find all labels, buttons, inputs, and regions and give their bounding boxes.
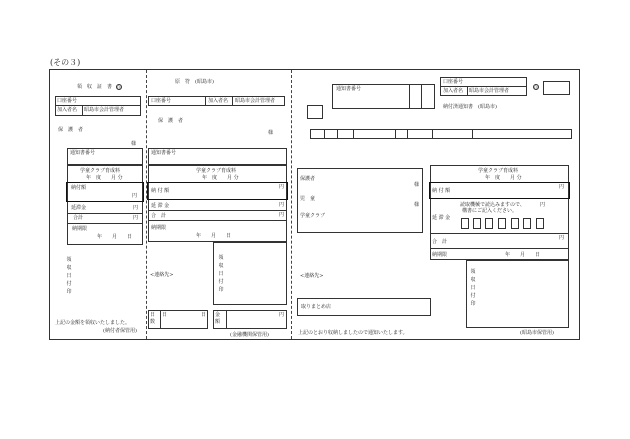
slip-guardian-label: 保 護 者: [158, 118, 184, 124]
notice-fee-title: 学童クラブ育成料: [478, 168, 519, 174]
digit-box[interactable]: [461, 218, 469, 229]
notice-club-label: 学童クラブ: [300, 213, 326, 219]
receipt-arrears-label: 延滞金: [71, 205, 87, 211]
slip-year-month: 年 度 月 分: [202, 175, 239, 181]
divider: [160, 310, 161, 329]
divider: [421, 84, 422, 109]
notice-ocr-note-2: 構書にご記入ください。: [462, 208, 518, 214]
receipt-footer: 上記の金額を領収いたしました。: [55, 320, 131, 326]
receipt-payee-value: 昭島市会計管理者: [84, 107, 125, 113]
slip-amount2-label-2: 額: [215, 319, 221, 325]
notice-keeper: (昭島市保管用): [520, 330, 554, 336]
notice-deadline-label: 納期限: [432, 252, 448, 258]
notice-guardian-box: [297, 168, 423, 233]
page-title: (その３): [50, 58, 81, 67]
divider: [467, 86, 468, 96]
slip-amount2-yen: 円: [279, 312, 285, 318]
notice-guardian-label: 保護者: [300, 176, 316, 182]
slip-notice-no-label: 通知書番号: [151, 150, 177, 156]
notice-year-month: 年 度 月 分: [485, 175, 522, 181]
notice-total-label: 合 計: [432, 239, 448, 245]
notice-arrears-label: 延 滞 金: [432, 215, 451, 221]
divider: [407, 129, 408, 139]
receipt-keeper: (納付者保管用): [103, 328, 137, 334]
slip-amount-yen: 円: [279, 184, 285, 190]
receipt-arrears-yen: 円: [133, 205, 139, 211]
digit-box[interactable]: [485, 218, 493, 229]
divider: [82, 105, 83, 116]
cut-line-2: [291, 70, 292, 339]
ocr-strip: [310, 129, 572, 139]
divider: [67, 213, 143, 214]
receipt-account-label: 口座番号: [57, 98, 78, 104]
divider: [409, 84, 410, 109]
slip-payee-value: 昭島市会計管理者: [235, 98, 276, 104]
divider: [148, 220, 287, 221]
divider: [472, 129, 473, 139]
divider: [430, 233, 569, 234]
slip-payee-label: 加入者名: [208, 98, 229, 104]
slip-days-label-2: 数: [150, 319, 156, 325]
slip-deadline-label: 納期限: [151, 225, 167, 231]
receipt-year-month: 年 度 月 分: [86, 175, 123, 181]
slip-arrears-yen: 円: [279, 202, 285, 208]
divider: [67, 223, 143, 224]
notice-payee-value: 昭島市会計管理者: [469, 88, 510, 94]
slip-stamp-box: [213, 242, 287, 305]
notice-footer: 上記のとおり収納しましたので通知いたします。: [298, 330, 408, 336]
divider: [395, 129, 396, 139]
cut-line-1: [146, 70, 147, 339]
digit-box[interactable]: [523, 218, 531, 229]
divider: [430, 248, 569, 249]
receipt-fee-title: 学童クラブ育成料: [80, 168, 121, 174]
receipt-deadline-label: 納期限: [72, 226, 88, 232]
notice-total-yen: 円: [559, 235, 565, 241]
notice-stamp-box: [466, 260, 569, 328]
receipt-heading: 領 収 証 書: [77, 84, 113, 90]
notice-payee-label: 加入者名: [443, 88, 464, 94]
seal-icon: 印: [117, 85, 121, 90]
notice-seal-icon: 印: [534, 85, 538, 90]
receipt-payee-label: 加入者名: [57, 107, 78, 113]
notice-deadline-date: 年 月 日: [505, 252, 541, 258]
notice-ocr-note: 読取機械で読込みますので、: [460, 202, 525, 208]
divider: [205, 96, 206, 106]
digit-box[interactable]: [498, 218, 506, 229]
slip-day-label: 日: [162, 312, 168, 318]
notice-child-sama: 様: [414, 202, 420, 208]
slip-day-label-right: 日: [201, 312, 207, 318]
slip-total-label: 合 計: [151, 213, 167, 219]
notice-arrears-yen: 円: [540, 202, 546, 208]
divider: [432, 129, 433, 139]
receipt-sama: 様: [131, 141, 137, 147]
notice-collector-label: 取りまとめ店: [301, 304, 332, 310]
slip-amount-label: 納 付 額: [151, 188, 170, 194]
receipt-notice-no-label: 通知書番号: [70, 150, 96, 156]
notice-small-box: [307, 105, 323, 119]
divider: [337, 129, 338, 139]
divider: [353, 129, 354, 139]
receipt-total-yen: 円: [133, 215, 139, 221]
notice-seal-box: [543, 81, 570, 95]
slip-contact-label: <連絡先>: [150, 272, 174, 278]
notice-doc-title: 納付済通知書 (昭島市): [443, 104, 497, 110]
receipt-guardian-label: 保 護 者: [58, 127, 84, 133]
slip-heading: 原 符 (昭島市): [175, 79, 214, 85]
notice-account-label: 口座番号: [443, 79, 464, 85]
digit-box[interactable]: [536, 218, 544, 229]
slip-stamp-label: 領収日付印: [218, 255, 224, 293]
slip-arrears-label: 延 滞 金: [151, 203, 170, 209]
slip-amount2-box: [213, 310, 287, 329]
divider: [55, 105, 141, 106]
divider: [226, 310, 227, 329]
notice-amount-label: 納 付 額: [432, 188, 451, 194]
slip-days-box: [148, 310, 208, 329]
divider: [324, 129, 325, 139]
slip-fee-title: 学童クラブ育成料: [196, 168, 237, 174]
slip-days-label-1: 日: [150, 312, 156, 318]
notice-guardian-sama: 様: [414, 182, 420, 188]
notice-stamp-label: 領収日付印: [470, 269, 476, 307]
receipt-total-label: 合計: [73, 215, 84, 221]
slip-total-yen: 円: [279, 212, 285, 218]
receipt-deadline-date: 年 月 日: [97, 234, 133, 240]
digit-box[interactable]: [473, 218, 481, 229]
notice-child-label: 児 童: [300, 196, 316, 202]
slip-deadline-date: 年 月 日: [196, 233, 232, 239]
receipt-amount-label: 納付額: [71, 185, 87, 191]
divider: [440, 86, 527, 87]
notice-contact-label: <連絡先>: [300, 273, 324, 279]
notice-amount-yen: 円: [559, 184, 565, 190]
slip-sama: 様: [268, 130, 274, 136]
receipt-amount-yen: 円: [132, 193, 138, 199]
receipt-stamp-label: 領収日付印: [66, 257, 72, 295]
divider: [232, 96, 233, 106]
slip-amount2-label-1: 金: [215, 312, 221, 318]
digit-box[interactable]: [511, 218, 519, 229]
slip-keeper: (金融機関保管用): [230, 332, 269, 338]
slip-account-label: 口座番号: [151, 98, 172, 104]
notice-no-label: 通知書番号: [336, 86, 362, 92]
divider: [148, 210, 287, 211]
